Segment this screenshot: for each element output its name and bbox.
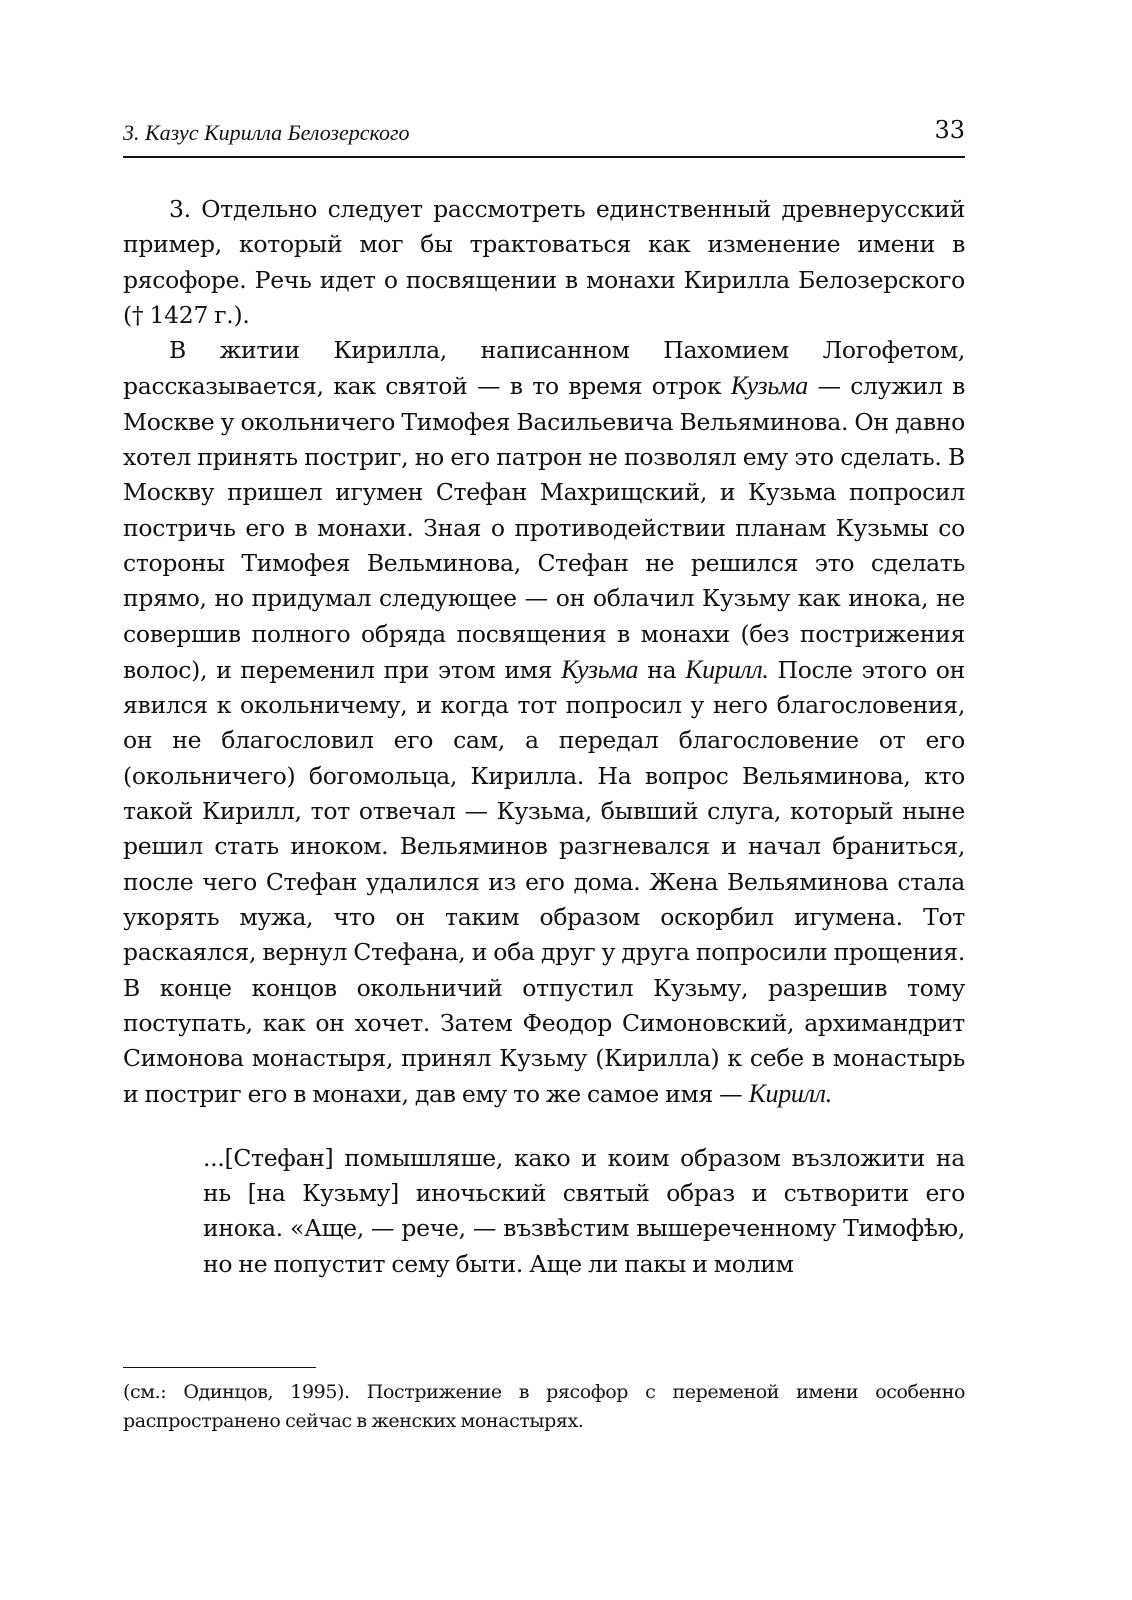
italic-name-kuzma-2: Кузьма — [561, 654, 639, 684]
italic-name-kirill-2: Кирилл. — [748, 1079, 832, 1109]
footnote: (см.: Одинцов, 1995). Пострижение в рясофор с переменой имени особенно распространено сейчас в женских монастырях. — [123, 1381, 965, 1432]
paragraph-2-text-3: на — [638, 655, 686, 684]
footnote-divider — [123, 1367, 316, 1368]
block-quote: ...[Стефан] помышляше, како и коим образом възложити на нь [на Кузьму] иночьский святый образ и сътворити его инока. «Аще, — рече, — възвѣстим вышереченному Тимофѣю, но не попустит сему быти. Аще ли пакы и молим — [203, 1143, 965, 1278]
paragraph-2-text-4: После этого он явился к окольничему, и когда тот попросил у него благословения, он не благословил его сам, а передал благословение от его (окольничего) богомольца, Кирилла. На вопрос Вельяминова, кто такой Кирилл, тот отвечал — Кузьма, бывший слуга, который ныне решил стать иноком. Вельяминов разгневался и начал браниться, после чего Стефан удалился из его дома. Жена Вельяминова стала укорять мужа, что он таким образом оскорбил игумена. Тот раскаялся, вернул Стефана, и оба друг у друга попросили прощения. В конце концов окольничий отпустил Кузьму, разрешив тому поступать, как он хочет. Затем Феодор Симоновский, архимандрит Симонова монастыря, принял Кузьму (Кирилла) к себе в монастырь и постриг его в монахи, дав ему то же самое имя — — [123, 655, 965, 1109]
paragraph-1: 3. Отдельно следует рассмотреть единственный древнерусский пример, который мог бы трактоваться как изменение имени в рясофоре. Речь идет о посвящении в монахи Кирилла Белозерского († 1427 г.). — [123, 195, 965, 329]
paragraph-2-text-2: — служил в Москве у окольничего Тимофея Васильевича Вельяминова. Он давно хотел принять постриг, но его патрон не позволял ему это сделать. В Москву пришел игумен Стефан Махрищский, и Кузьма попросил постричь его в монахи. Зная о противодействии планам Кузьмы со стороны Тимофея Вельминова, Стефан не решился это сделать прямо, но придумал следующее — он облачил Кузьму как инока, не совершив полного обряда посвящения в монахи (без пострижения волос), и переменил при этом имя — [123, 372, 965, 684]
paragraph-2-text-1: В житии Кирилла, написанном Пахомием Логофетом, рассказывается, как святой — в то время отрок — [123, 336, 965, 401]
chapter-title: 3. Казус Кирилла Белозерского — [123, 120, 410, 145]
book-page — [123, 0, 965, 1600]
italic-name-kirill: Кирилл. — [685, 654, 769, 684]
italic-name-kuzma: Кузьма — [730, 371, 808, 401]
paragraph-2 — [123, 333, 965, 1113]
running-header — [123, 116, 965, 158]
page-number: 33 — [934, 116, 965, 144]
main-text — [123, 192, 965, 1282]
